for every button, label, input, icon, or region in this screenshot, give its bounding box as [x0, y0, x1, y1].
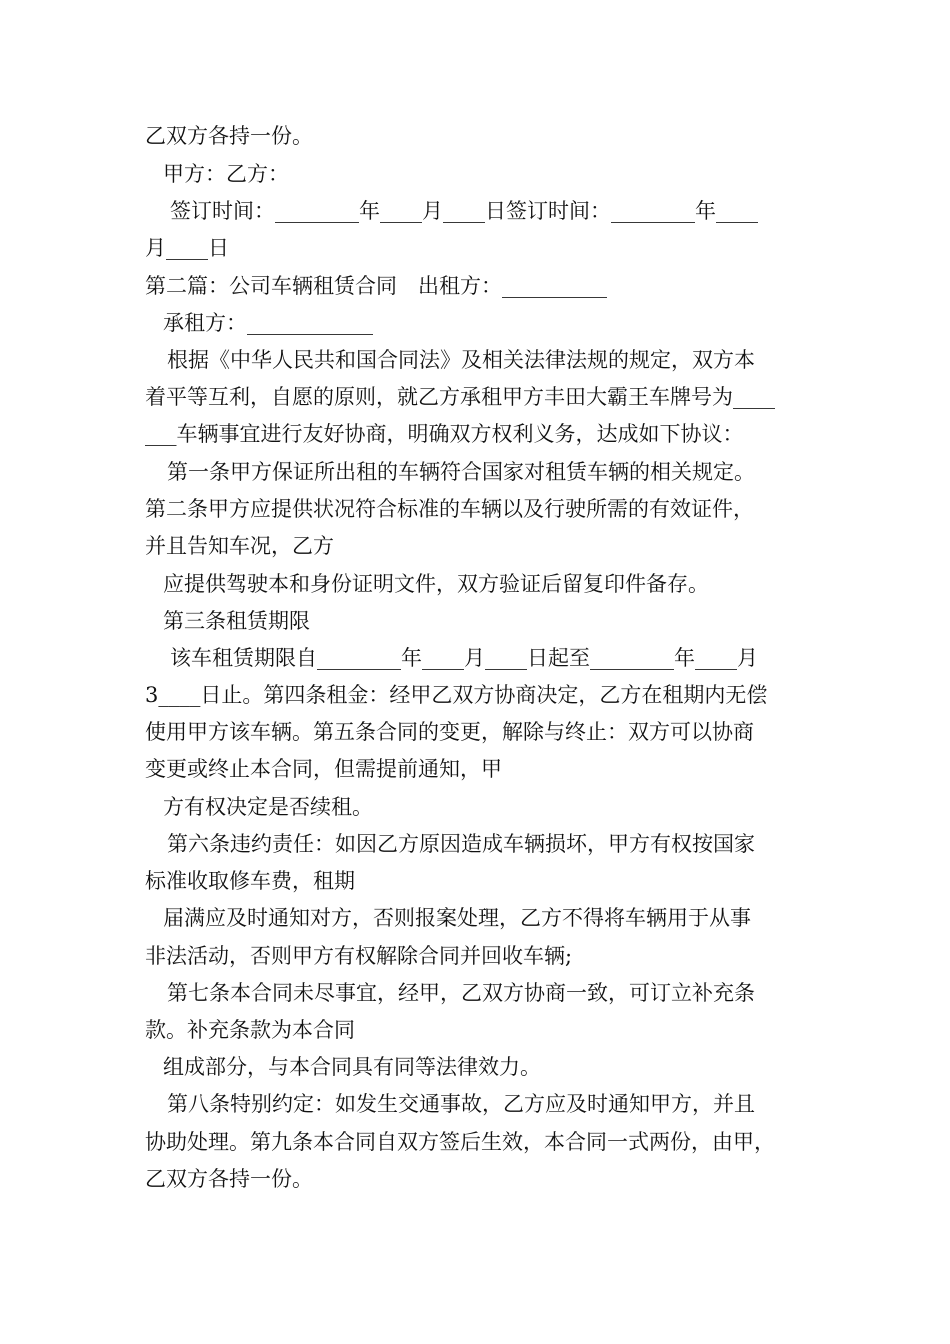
text-line: 标准收取修车费，租期 — [145, 869, 355, 893]
text-line: 第三条租赁期限 — [163, 609, 310, 633]
text-line: 第七条本合同未尽事宜，经甲，乙双方协商一致，可订立补充条 — [167, 981, 755, 1005]
text-line: 签订时间：________年____月____日签订时间：________年____ — [170, 199, 758, 223]
text-line: 第八条特别约定：如发生交通事故，乙方应及时通知甲方，并且 — [167, 1092, 755, 1116]
text-line: 根据《中华人民共和国合同法》及相关法律法规的规定，双方本 — [167, 348, 755, 372]
text-line: 组成部分，与本合同具有同等法律效力。 — [163, 1055, 541, 1079]
text-line: 变更或终止本合同，但需提前通知，甲 — [145, 757, 502, 781]
text-line: 3____日止。第四条租金：经甲乙双方协商决定，乙方在租期内无偿 — [145, 683, 768, 707]
text-line: 该车租赁期限自________年____月____日起至________年____月 — [170, 646, 758, 670]
text-line: 第二条甲方应提供状况符合标准的车辆以及行驶所需的有效证件， — [145, 497, 754, 521]
text-line: 第六条违约责任：如因乙方原因造成车辆损坏，甲方有权按国家 — [167, 832, 755, 856]
text-line: 着平等互利，自愿的原则，就乙方承租甲方丰田大霸王车牌号为____ — [145, 385, 775, 409]
text-line: 协助处理。第九条本合同自双方签后生效，本合同一式两份，由甲， — [145, 1130, 775, 1154]
text-line: 方有权决定是否续租。 — [163, 795, 373, 819]
text-line: 承租方：____________ — [163, 311, 373, 335]
text-line: 并且告知车况，乙方 — [145, 534, 334, 558]
text-line: 应提供驾驶本和身份证明文件，双方验证后留复印件备存。 — [163, 572, 709, 596]
text-line: 款。补充条款为本合同 — [145, 1018, 355, 1042]
text-line: ___车辆事宜进行友好协商，明确双方权利义务，达成如下协议： — [145, 422, 744, 446]
text-line: 非法活动，否则甲方有权解除合同并回收车辆; — [145, 944, 573, 968]
text-line: 乙双方各持一份。 — [145, 124, 313, 148]
text-line: 乙双方各持一份。 — [145, 1167, 313, 1191]
text-line: 使用甲方该车辆。第五条合同的变更，解除与终止：双方可以协商 — [145, 720, 754, 744]
text-line: 届满应及时通知对方，否则报案处理，乙方不得将车辆用于从事 — [163, 906, 751, 930]
text-line: 第一条甲方保证所出租的车辆符合国家对租赁车辆的相关规定。 — [167, 460, 755, 484]
section-heading: 第二篇：公司车辆租赁合同 出租方：__________ — [145, 274, 607, 298]
text-line: 月____日 — [145, 236, 229, 260]
text-line: 甲方：乙方： — [163, 162, 289, 186]
